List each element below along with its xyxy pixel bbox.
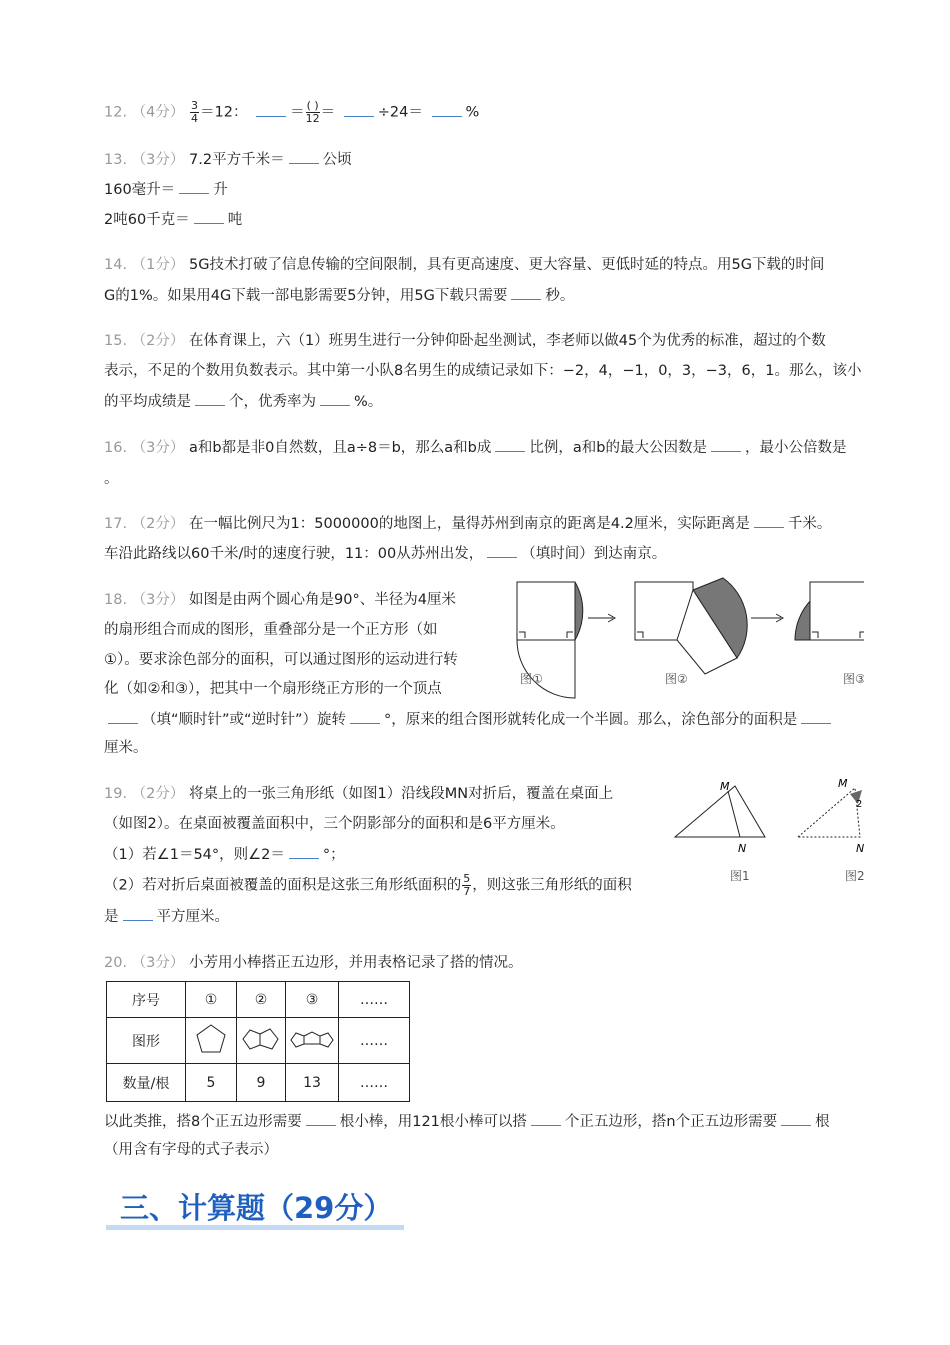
- q15-line1: [104, 331, 826, 351]
- q18-blank1[interactable]: [108, 709, 138, 724]
- q17-number: 17.: [104, 516, 128, 532]
- q13-line3: [104, 209, 242, 230]
- q14-score: （1分）: [131, 257, 185, 273]
- q14-text1: 5G技术打破了信息传输的空间限制，具有更高速度、更大容量、更低时延的特点。用5G下载的时间: [189, 257, 825, 273]
- pentagon-2-shape: [238, 1019, 284, 1059]
- q18-score: （3分）: [131, 592, 185, 608]
- q18-text6: °，原来的组合图形就转化成一个半圆。那么，涂色部分的面积是: [384, 712, 798, 728]
- table-cell: ③: [286, 982, 339, 1018]
- q19-fig1-label: 图1: [730, 869, 750, 883]
- q19-text2: （如图2）。在桌面被覆盖面积中，三个阴影部分的面积和是6平方厘米。: [104, 816, 565, 832]
- q17-blank1[interactable]: [754, 513, 784, 528]
- q18-fig1-square: [517, 582, 575, 640]
- q12-frac2-num: ( ): [306, 99, 319, 112]
- table-cell: 序号: [107, 982, 186, 1018]
- table-cell: 9: [237, 1064, 286, 1102]
- q19-frac-den: 7: [463, 885, 471, 898]
- q18-text4: 化（如②和③），把其中一个扇形绕正方形的一个顶点: [104, 681, 442, 697]
- q19-text5: （2）若对折后桌面被覆盖的面积是这张三角形纸面积的: [104, 877, 462, 894]
- q19-figure: [670, 772, 864, 892]
- q15-text1: 在体育课上，六（1）班男生进行一分钟仰卧起坐测试，李老师以做45个为优秀的标准，超过的个数: [189, 333, 826, 349]
- pentagon-1-icon: [186, 1018, 237, 1064]
- q17-line1: [104, 513, 831, 534]
- q16-blank1[interactable]: [495, 437, 525, 452]
- q15-text4: 个，优秀率为: [229, 394, 316, 410]
- q18-fig3: [795, 582, 864, 640]
- q19-line3: [104, 844, 345, 865]
- q15-blank1[interactable]: [195, 391, 225, 406]
- q12-text1: ＝12：: [200, 104, 248, 121]
- q20-line2: [104, 1111, 830, 1132]
- q18-text5: （填“顺时针”或“逆时针”）旋转: [142, 712, 347, 728]
- q14-text2: G的1%。如果用4G下载一部电影需要5分钟，用5G下载只需要: [104, 288, 508, 304]
- q18-fig2: [635, 578, 747, 674]
- q20-line3: [104, 1140, 278, 1160]
- q19-fig2-angle2: 2: [856, 799, 863, 810]
- q20-blank1[interactable]: [306, 1111, 336, 1126]
- q20-text1: 小芳用小棒搭正五边形，并用表格记录了搭的情况。: [189, 955, 523, 971]
- q13-blank3[interactable]: [194, 209, 224, 224]
- q13-text1: 7.2平方千米＝: [189, 152, 285, 168]
- q13-number: 13.: [104, 152, 128, 168]
- q15-score: （2分）: [131, 333, 185, 349]
- q12-frac-num: 3: [191, 99, 199, 112]
- q18-fig3-label: 图③: [843, 672, 866, 686]
- q16-text4: 。: [104, 471, 119, 487]
- table-cell: 13: [286, 1064, 339, 1102]
- q20-text4: 个正五边形，搭n个正五边形需要: [564, 1114, 778, 1130]
- q18-text7: 厘米。: [104, 740, 148, 756]
- q18-fig1-label: 图①: [520, 672, 543, 686]
- q20-blank3[interactable]: [781, 1111, 811, 1126]
- q18-text3: ①）。要求涂色部分的面积，可以通过图形的运动进行转: [104, 652, 458, 668]
- q19-text6: ，则这张三角形纸的面积: [472, 877, 632, 894]
- table-row: [107, 1064, 410, 1102]
- table-row: [107, 982, 410, 1018]
- q17-score: （2分）: [131, 516, 185, 532]
- q19-fig1-n-label: N: [738, 842, 747, 855]
- q18-line1: [104, 590, 456, 610]
- q12-fraction2: [306, 100, 320, 125]
- q20-line1: [104, 953, 523, 973]
- q15-text2: 表示，不足的个数用负数表示。其中第一小队8名男生的成绩记录如下：−2，4，−1，0，3，−3，6，1。那么，该小: [104, 363, 862, 379]
- q14-text3: 秒。: [545, 288, 575, 304]
- q16-line1: [104, 437, 846, 458]
- q19-fig2-n-label: N: [856, 842, 865, 855]
- q16-text3: ，最小公倍数是: [744, 440, 847, 456]
- q18-line3: [104, 650, 458, 670]
- q12-fraction: [190, 100, 199, 125]
- pentagon-2a-polygon: [243, 1030, 260, 1049]
- q19-blank1[interactable]: [289, 844, 319, 859]
- q19-score: （2分）: [131, 786, 185, 802]
- q12-frac-den: 4: [191, 112, 199, 125]
- q12-line: [104, 100, 479, 125]
- table-row: [107, 1018, 410, 1064]
- q18-line5: [104, 709, 835, 730]
- q13-blank2[interactable]: [179, 179, 209, 194]
- q18-blank3[interactable]: [801, 709, 831, 724]
- pentagon-3c-polygon: [320, 1033, 333, 1047]
- q16-line2: [104, 469, 119, 489]
- q15-line3: [104, 391, 382, 412]
- pentagon-3-icon: [286, 1018, 339, 1064]
- q12-text2: ＝: [290, 104, 305, 121]
- q16-number: 16.: [104, 440, 128, 456]
- q13-text2: 160毫升＝: [104, 182, 176, 198]
- q18-fig2-label: 图②: [665, 672, 688, 686]
- q17-text1: 在一幅比例尺为1：5000000的地图上，量得苏州到南京的距离是4.2厘米，实际距离是: [189, 516, 750, 532]
- q20-blank2[interactable]: [531, 1111, 561, 1126]
- q19-text7: 是: [104, 909, 119, 925]
- q15-text3: 的平均成绩是: [104, 394, 191, 410]
- pentagon-3a-polygon: [291, 1033, 304, 1047]
- pentagon-1-polygon: [197, 1025, 225, 1052]
- q12-blank2[interactable]: [344, 102, 374, 117]
- q13-line2: [104, 179, 228, 200]
- q19-frac-num: 5: [463, 872, 471, 885]
- q13-unit1: 公顷: [322, 152, 352, 168]
- q16-text2: 比例，a和b的最大公因数是: [529, 440, 707, 456]
- q18-fig3-square: [810, 582, 864, 640]
- q19-text1: 将桌上的一张三角形纸（如图1）沿线段MN对折后，覆盖在桌面上: [189, 786, 614, 802]
- pentagon-2b-polygon: [260, 1029, 278, 1049]
- q18-fig1-sector-lower: [517, 640, 575, 698]
- table-cell: 5: [186, 1064, 237, 1102]
- q14-line2: [104, 285, 574, 306]
- pentagon-3-shape: [287, 1019, 337, 1059]
- q15-blank2[interactable]: [320, 391, 350, 406]
- pentagon-2-icon: [237, 1018, 286, 1064]
- q12-text4: ÷24＝: [377, 104, 423, 121]
- q20-score: （3分）: [131, 955, 185, 971]
- q13-line1: [104, 149, 352, 170]
- q18-number: 18.: [104, 592, 128, 608]
- q15-text5: %。: [354, 394, 383, 410]
- q12-text3: ＝: [320, 104, 336, 121]
- table-cell: ……: [339, 982, 410, 1018]
- q12-number: 12.: [104, 104, 128, 121]
- q19-fig1-m-label: M: [720, 780, 730, 793]
- q17-text2: 千米。: [787, 516, 832, 532]
- q12-text5: %: [465, 104, 480, 121]
- q18-figure: [505, 570, 864, 700]
- q20-text2: 以此类推，搭8个正五边形需要: [104, 1114, 302, 1130]
- q19-fig1-triangle: [675, 786, 765, 837]
- q12-score: （4分）: [131, 104, 185, 121]
- q20-text5: 根: [815, 1114, 830, 1130]
- q19-line4: [104, 873, 632, 898]
- q20-number: 20.: [104, 955, 128, 971]
- q13-blank1[interactable]: [289, 149, 319, 164]
- q17-line2: [104, 543, 666, 564]
- table-cell: ①: [186, 982, 237, 1018]
- q18-text1: 如图是由两个圆心角是90°、半径为4厘米: [189, 592, 456, 608]
- q19-fig1-mn-line: [728, 791, 740, 837]
- q12-blank1[interactable]: [256, 102, 286, 117]
- q13-unit2: 升: [213, 182, 228, 198]
- q19-blank2[interactable]: [123, 906, 153, 921]
- q18-line4: [104, 679, 442, 699]
- q17-blank2[interactable]: [487, 543, 517, 558]
- q20-text6: （用含有字母的式子表示）: [104, 1142, 278, 1158]
- q19-line2: [104, 814, 565, 834]
- section-heading: 三、计算题（29分）: [120, 1191, 393, 1225]
- q12-blank3[interactable]: [432, 102, 462, 117]
- table-cell: ……: [339, 1018, 410, 1064]
- q19-number: 19.: [104, 786, 128, 802]
- q15-number: 15.: [104, 333, 128, 349]
- q13-unit3: 吨: [227, 212, 243, 228]
- q14-line1: [104, 255, 824, 275]
- q18-text2: 的扇形组合而成的图形，重叠部分是一个正方形（如: [104, 622, 438, 638]
- q20-text3: 根小棒，用121根小棒可以搭: [339, 1114, 527, 1130]
- q14-number: 14.: [104, 257, 128, 273]
- q19-text8: 平方厘米。: [156, 909, 229, 925]
- q20-table: [106, 981, 410, 1102]
- pentagon-3b-polygon: [304, 1032, 320, 1044]
- q19-text3: （1）若∠1＝54°，则∠2＝: [104, 847, 285, 863]
- q12-frac2-den: 12: [305, 112, 320, 125]
- q19-fig2-m-label: M: [838, 777, 848, 790]
- table-cell: ②: [237, 982, 286, 1018]
- q16-blank2[interactable]: [711, 437, 741, 452]
- q19-fraction: [462, 873, 471, 898]
- q14-blank[interactable]: [511, 285, 541, 300]
- pentagon-1-shape: [191, 1019, 231, 1059]
- q15-line2: [104, 361, 861, 381]
- q16-text1: a和b都是非0自然数，且a÷8＝b，那么a和b成: [189, 440, 492, 456]
- q17-text3: 车沿此路线以60千米/时的速度行驶，11：00从苏州出发，: [104, 546, 484, 562]
- q18-line6: [104, 738, 148, 758]
- table-cell: ……: [339, 1064, 410, 1102]
- q19-fig2-label: 图2: [845, 869, 865, 883]
- q17-text4: （填时间）到达南京。: [521, 546, 667, 562]
- q13-text3: 2吨60千克＝: [104, 212, 190, 228]
- q19-line5: [104, 906, 229, 927]
- q19-fig2-triangle: [798, 788, 863, 837]
- q19-text4: °；: [322, 847, 345, 863]
- q13-score: （3分）: [131, 152, 185, 168]
- q18-line2: [104, 620, 438, 640]
- table-cell: 图形: [107, 1018, 186, 1064]
- q19-line1: [104, 784, 613, 804]
- q16-score: （3分）: [131, 440, 185, 456]
- q18-blank2[interactable]: [350, 709, 380, 724]
- table-cell: 数量/根: [107, 1064, 186, 1102]
